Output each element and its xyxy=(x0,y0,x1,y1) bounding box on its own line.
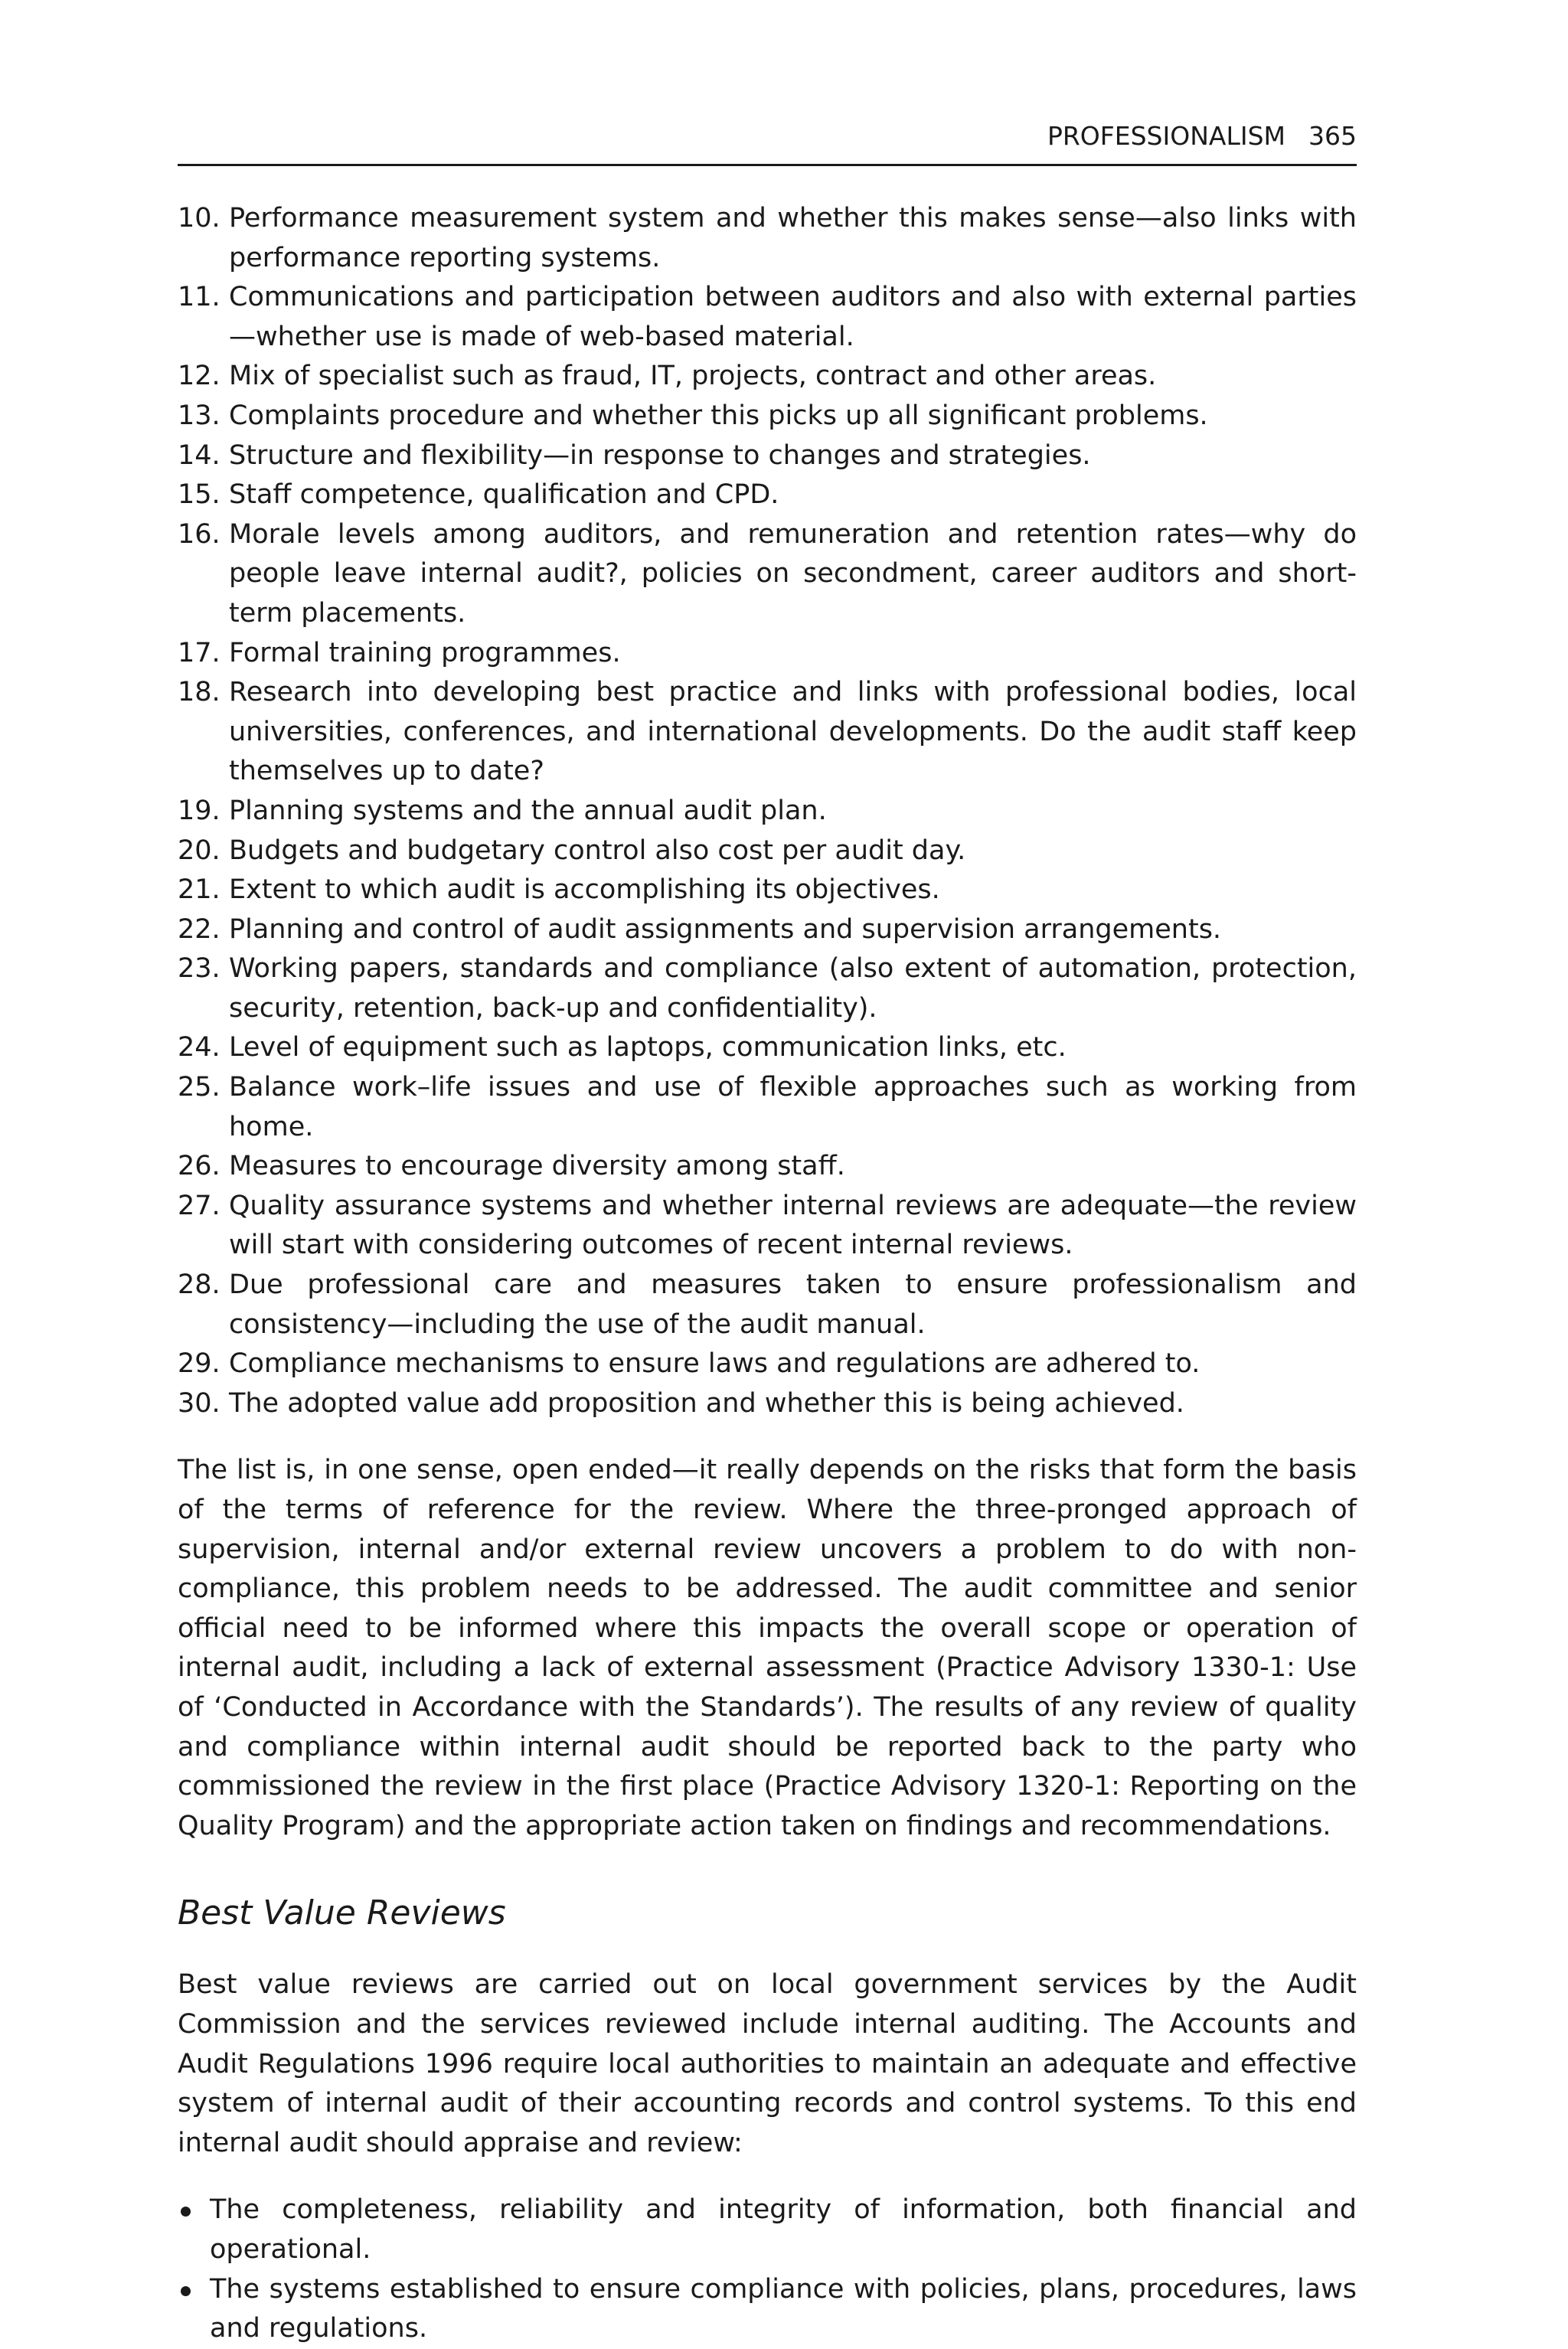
item-number: 26. xyxy=(178,1151,220,1182)
list-item xyxy=(178,436,1357,476)
list-item xyxy=(178,475,1357,515)
item-number: 10. xyxy=(178,203,220,234)
item-number: 17. xyxy=(178,637,220,668)
list-item xyxy=(178,634,1357,674)
bullet-list xyxy=(178,2191,1357,2348)
item-text: Quality assurance systems and whether internal reviews are adequate—the review will start with considering outcomes of recent internal reviews. xyxy=(229,1190,1357,1261)
section-heading: Best Value Reviews xyxy=(178,1893,506,1933)
item-number: 20. xyxy=(178,835,220,866)
item-number: 18. xyxy=(178,677,220,708)
item-number: 12. xyxy=(178,361,220,392)
item-number: 21. xyxy=(178,874,220,906)
bullet-item: The systems established to ensure compliance with policies, plans, procedures, laws and regulations. xyxy=(178,2270,1357,2349)
item-text: Formal training programmes. xyxy=(229,637,621,668)
item-text: Mix of specialist such as fraud, IT, projects, contract and other areas. xyxy=(229,361,1157,392)
header-rule xyxy=(178,164,1357,166)
list-item xyxy=(178,397,1357,436)
item-number: 15. xyxy=(178,479,220,511)
list-item xyxy=(178,1028,1357,1068)
running-title: PROFESSIONALISM xyxy=(1047,121,1285,151)
item-text: Balance work–life issues and use of flexible approaches such as working from home. xyxy=(229,1072,1357,1142)
review-checklist xyxy=(178,199,1357,1423)
item-number: 30. xyxy=(178,1387,220,1419)
list-item xyxy=(178,357,1357,397)
item-text: Measures to encourage diversity among staff. xyxy=(229,1151,845,1182)
item-text: Due professional care and measures taken to ensure professionalism and consistency—including the use of the audit manual. xyxy=(229,1269,1357,1340)
item-number: 28. xyxy=(178,1269,220,1301)
list-item xyxy=(178,1344,1357,1384)
item-number: 11. xyxy=(178,282,220,313)
running-header xyxy=(1047,121,1357,151)
item-number: 22. xyxy=(178,913,220,945)
list-item xyxy=(178,1187,1357,1266)
list-item xyxy=(178,1266,1357,1344)
page-content xyxy=(178,199,1357,2349)
item-number: 29. xyxy=(178,1348,220,1380)
list-item xyxy=(178,1147,1357,1187)
list-item xyxy=(178,1068,1357,1147)
item-number: 25. xyxy=(178,1072,220,1103)
list-item xyxy=(178,792,1357,831)
item-text: Extent to which audit is accomplishing its objectives. xyxy=(229,874,940,906)
page-number: 365 xyxy=(1308,121,1357,151)
item-text: Budgets and budgetary control also cost per audit day. xyxy=(229,835,966,866)
item-text: Staff competence, qualification and CPD. xyxy=(229,479,779,511)
item-text: Compliance mechanisms to ensure laws and regulations are adhered to. xyxy=(229,1348,1200,1380)
item-text: Communications and participation between auditors and also with external parties—whether use is made of web-based material. xyxy=(229,282,1357,352)
item-number: 24. xyxy=(178,1032,220,1063)
list-item xyxy=(178,831,1357,871)
item-text: Working papers, standards and compliance (also extent of automation, protection, security, retention, back-up and confidentiality). xyxy=(229,953,1357,1024)
bullet-item: The completeness, reliability and integrity of information, both financial and operational. xyxy=(178,2191,1357,2269)
body-paragraph: The list is, in one sense, open ended—it really depends on the risks that form the basis of the terms of reference for the review. Where the three-pronged approach of supervision, internal and/or external review uncovers a problem to do with non-compliance, this problem needs to be addressed. The audit committee and senior official need to be informed where this impacts the overall scope or operation of internal audit, including a lack of external assessment (Practice Advisory 1330-1: Use of ‘Conducted in Accordance with the Standards’). The results of any review of quality and compliance within internal audit should be reported back to the party who commissioned the review in the first place (Practice Advisory 1320-1: Reporting on the Quality Program) and the appropriate action taken on findings and recommendations. xyxy=(178,1455,1357,1841)
item-text: Performance measurement system and whether this makes sense—also links with performance reporting systems. xyxy=(229,203,1357,273)
list-item xyxy=(178,278,1357,357)
item-number: 13. xyxy=(178,400,220,431)
list-item xyxy=(178,199,1357,278)
item-text: Complaints procedure and whether this picks up all significant problems. xyxy=(229,400,1208,431)
item-number: 27. xyxy=(178,1190,220,1221)
item-text: The adopted value add proposition and whether this is being achieved. xyxy=(229,1387,1184,1419)
item-text: Level of equipment such as laptops, communication links, etc. xyxy=(229,1032,1067,1063)
item-number: 16. xyxy=(178,518,220,550)
body-paragraph: Best value reviews are carried out on local government services by the Audit Commission and the services reviewed include internal auditing. The Accounts and Audit Regulations 1996 require local authorities to maintain an adequate and effective system of internal audit of their accounting records and control systems. To this end internal audit should appraise and review: xyxy=(178,1969,1357,2158)
item-text: Morale levels among auditors, and remuneration and retention rates—why do people leave internal audit?, policies on secondment, career auditors and short-term placements. xyxy=(229,518,1357,629)
item-text: Planning and control of audit assignments and supervision arrangements. xyxy=(229,913,1222,945)
item-number: 14. xyxy=(178,439,220,471)
item-number: 23. xyxy=(178,953,220,985)
item-text: Structure and flexibility—in response to changes and strategies. xyxy=(229,439,1091,471)
item-text: Planning systems and the annual audit plan. xyxy=(229,795,827,826)
list-item xyxy=(178,871,1357,910)
list-item xyxy=(178,949,1357,1028)
item-number: 19. xyxy=(178,795,220,826)
list-item xyxy=(178,673,1357,792)
list-item xyxy=(178,910,1357,950)
list-item xyxy=(178,515,1357,634)
list-item xyxy=(178,1384,1357,1424)
item-text: Research into developing best practice and links with professional bodies, local universities, conferences, and international developments. Do the audit staff keep themselves up to date? xyxy=(229,677,1357,787)
